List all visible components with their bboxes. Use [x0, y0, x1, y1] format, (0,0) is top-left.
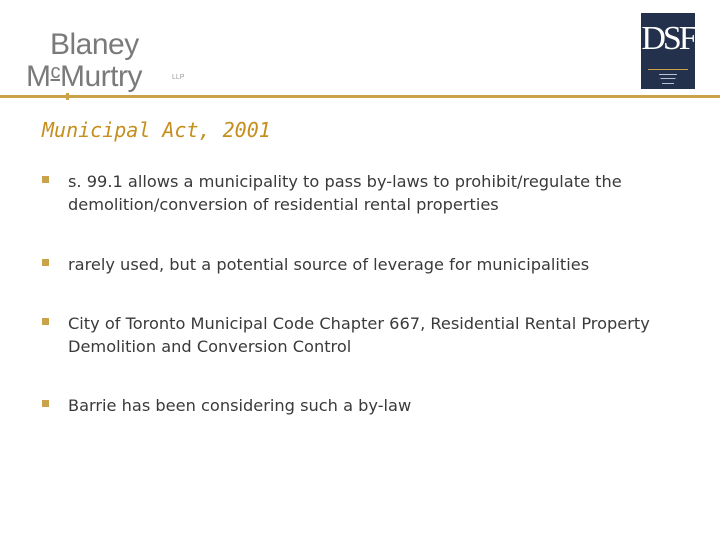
logo-superscript-c: c: [50, 61, 60, 83]
bullet-text: Barrie has been considering such a by-law: [68, 396, 412, 415]
slide-title: Municipal Act, 2001: [42, 118, 271, 142]
dsf-fine-print-2: ▬▬▬▬▬: [660, 76, 676, 80]
square-bullet-icon: [42, 176, 49, 183]
blaney-mcmurtry-logo: [24, 28, 194, 93]
dsf-monogram: DSF: [641, 20, 695, 57]
square-bullet-icon: [42, 400, 49, 407]
square-bullet-icon: [42, 259, 49, 266]
logo-m: M: [26, 60, 51, 93]
header-divider-notch: [66, 93, 69, 100]
dsf-logo: [641, 13, 695, 89]
dsf-logo-rule: [648, 69, 688, 70]
square-bullet-icon: [42, 318, 49, 325]
logo-murtry: Murtry: [60, 60, 142, 93]
logo-line-mcmurtry: [26, 57, 142, 92]
logo-llp: LLP: [172, 74, 185, 81]
logo-line-blaney: Blaney: [50, 28, 139, 61]
bullet-text: rarely used, but a potential source of leverage for municipalities: [68, 255, 590, 274]
dsf-fine-print-3: ▬▬▬▬: [662, 81, 674, 85]
header-divider: [0, 95, 720, 98]
bullet-text: City of Toronto Municipal Code Chapter 667, Residential Rental Property Demolition and Conversion Control: [68, 314, 650, 356]
dsf-fine-print-1: ▬▬▬▬▬▬: [659, 72, 677, 76]
bullet-text: s. 99.1 allows a municipality to pass by-laws to prohibit/regulate the demolition/conversion of residential rental properties: [68, 172, 622, 214]
